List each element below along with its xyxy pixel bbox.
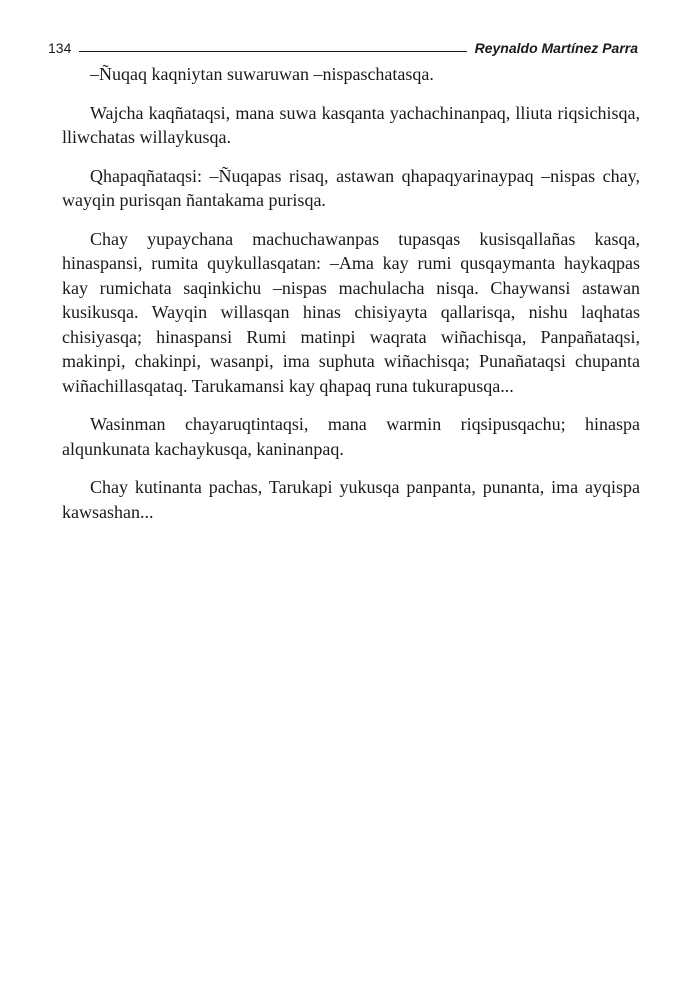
header-rule	[79, 51, 466, 52]
running-header	[48, 36, 638, 56]
body-text	[62, 62, 640, 538]
paragraph: Chay yupaychana machuchawanpas tupasqas kusisqallañas kasqa, hinaspansi, rumita quykullasqatan: –Ama kay rumi qusqaymanta haykaqpas kay rumichata saqinkichu –nispas machulacha nisqa. Chaywansi astawan kusikusqa. Wayqin willasqan hinas chisiyayta qallarisqa, nishu laqhatas chisiyasqa; hinaspansi Rumi matinpi waqrata wiñachisqa, Panpañataqsi, makinpi, chakinpi, wasanpi, ima suphuta wiñachisqa; Punañataqsi chupanta wiñachillasqataq. Tarukamansi kay qhapaq runa tukurapusqa...	[62, 228, 640, 396]
running-author: Reynaldo Martínez Parra	[474, 40, 638, 56]
paragraph: –Ñuqaq kaqniytan suwaruwan –nispaschatasqa.	[90, 64, 434, 84]
paragraph: Wasinman chayaruqtintaqsi, mana warmin riqsipusqachu; hinaspa alqunkunata kachaykusqa, kaninanpaq.	[62, 414, 640, 459]
paragraph: Wajcha kaqñataqsi, mana suwa kasqanta yachachinanpaq, lliuta riqsichisqa, lliwchatas willaykusqa.	[62, 102, 640, 147]
page-number: 134	[48, 40, 72, 56]
paragraph: Qhapaqñataqsi: –Ñuqapas risaq, astawan qhapaqyarinaypaq –nispas chay, wayqin purisqan ñantakama purisqa.	[62, 165, 640, 210]
paragraph: Chay kutinanta pachas, Tarukapi yukusqa panpanta, punanta, ima ayqispa kawsashan...	[62, 477, 640, 522]
